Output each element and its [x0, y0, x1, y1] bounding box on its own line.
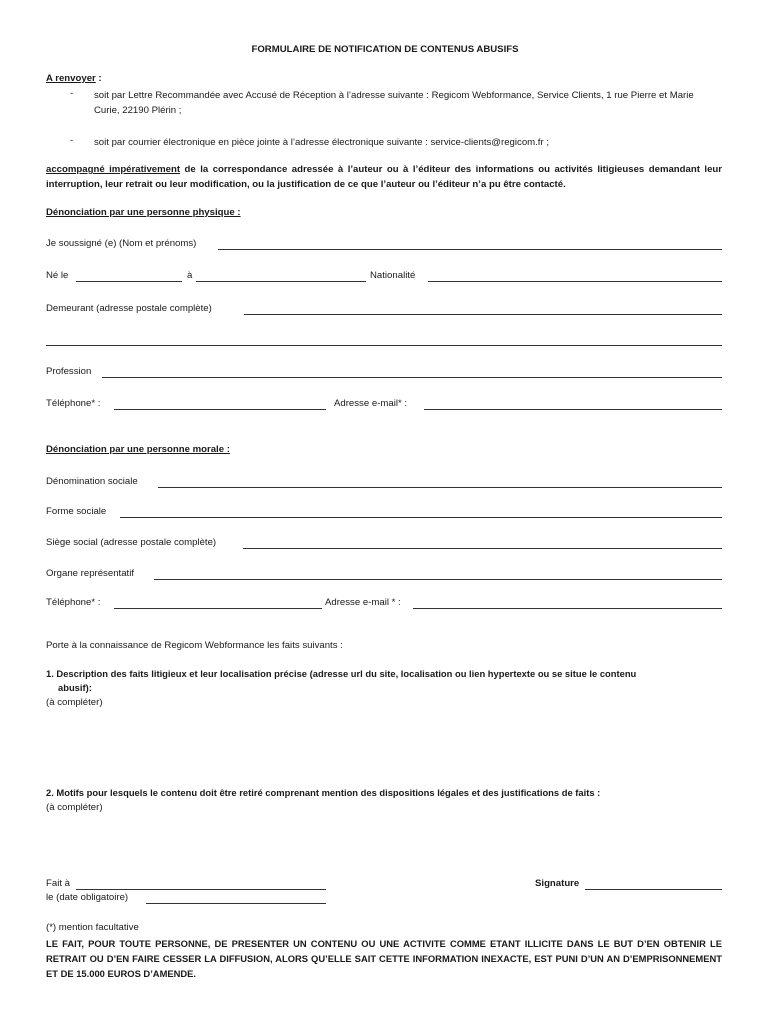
moral-phone-field[interactable]: [114, 608, 322, 609]
registered-office-field[interactable]: [243, 548, 722, 549]
done-at-field[interactable]: [76, 889, 326, 890]
date-field[interactable]: [146, 903, 326, 904]
denomination-label: Dénomination sociale: [46, 476, 138, 487]
send-heading: [46, 73, 102, 84]
address-field-line2[interactable]: [46, 345, 722, 346]
phone-field[interactable]: [114, 409, 326, 410]
email-label: Adresse e-mail* :: [334, 398, 408, 409]
moral-email-label: Adresse e-mail * :: [325, 597, 401, 608]
send-option-mail: soit par Lettre Recommandée avec Accusé de Réception à l’adresse suivante : Regicom Webformance, Service Clients, 1 rue Pierre et Marie Curie, 22190 Plérin ;: [94, 90, 694, 116]
birth-date-field[interactable]: [76, 281, 182, 282]
facts-intro: Porte à la connaissance de Regicom Webformance les faits suivants :: [46, 640, 343, 651]
moral-email-field[interactable]: [413, 608, 722, 609]
section2-fill[interactable]: (à compléter): [46, 802, 103, 813]
address-label: Demeurant (adresse postale complète): [46, 303, 212, 314]
send-heading-colon: :: [95, 73, 102, 84]
representative-field[interactable]: [154, 579, 722, 580]
registered-office-label: Siège social (adresse postale complète): [46, 537, 217, 548]
signature-field[interactable]: [585, 889, 722, 890]
send-option-email: soit par courrier électronique en pièce jointe à l’adresse électronique suivante : service-clients@regicom.fr ;: [94, 137, 550, 148]
birth-place-label: à: [187, 270, 193, 281]
legal-warning: LE FAIT, POUR TOUTE PERSONNE, DE PRESENTER UN CONTENU OU UNE ACTIVITE COMME ETANT ILLICITE DANS LE BUT D’EN OBTENIR LE RETRAIT OU D’EN FAIRE CESSER LA DIFFUSION, ALORS QU’ELLE SAIT CETTE INFORMATION INEXACTE, EST PUNI D’UN AN D’EMPRISONNEMENT ET DE 15.000 EUROS D’AMENDE.: [46, 938, 722, 979]
moral-heading: Dénonciation par une personne morale :: [46, 444, 230, 455]
born-label: Né le: [46, 270, 69, 281]
legal-form-label: Forme sociale: [46, 506, 107, 517]
nationality-label: Nationalité: [370, 270, 416, 281]
address-field[interactable]: [244, 314, 722, 315]
profession-label: Profession: [46, 366, 92, 377]
signature-label: Signature: [535, 878, 580, 889]
email-field[interactable]: [424, 409, 722, 410]
accompany-emphasis: accompagné impérativement: [46, 164, 181, 175]
done-at-label: Fait à: [46, 878, 70, 889]
representative-label: Organe représentatif: [46, 568, 134, 579]
section1-fill[interactable]: (à compléter): [46, 697, 103, 708]
accompany-text: de la correspondance adressée à l’auteur ou à l’éditeur des informations ou activités litigieuses demandant leur interruption, leur retrait ou leur modification, ou la justification de ce que l’auteur ou l’éditeur n’a pu être contacté.: [46, 164, 722, 190]
page-title: FORMULAIRE DE NOTIFICATION DE CONTENUS ABUSIFS: [251, 44, 519, 55]
legal-form-field[interactable]: [120, 517, 722, 518]
accompany-paragraph: [46, 162, 722, 192]
date-label: le (date obligatoire): [46, 892, 129, 903]
moral-phone-label: Téléphone* :: [46, 597, 101, 608]
name-field[interactable]: [218, 249, 722, 250]
profession-field[interactable]: [102, 377, 722, 378]
denomination-field[interactable]: [158, 487, 722, 488]
optional-note: (*) mention facultative: [46, 922, 139, 933]
birth-place-field[interactable]: [196, 281, 366, 282]
section1-title-cont: abusif):: [58, 682, 92, 693]
section2-title: 2. Motifs pour lesquels le contenu doit être retiré comprenant mention des dispositions légales et des justifications de faits :: [46, 787, 601, 798]
nationality-field[interactable]: [428, 281, 722, 282]
bullet-dash: -: [70, 88, 74, 99]
section1-title: 1. Description des faits litigieux et leur localisation précise (adresse url du site, localisation ou lien hypertexte ou se situe le contenu: [46, 668, 637, 679]
send-heading-label: A renvoyer: [46, 73, 96, 84]
phone-label: Téléphone* :: [46, 398, 101, 409]
name-label: Je soussigné (e) (Nom et prénoms): [46, 238, 197, 249]
physical-heading: Dénonciation par une personne physique :: [46, 207, 241, 218]
bullet-dash: -: [70, 135, 74, 146]
